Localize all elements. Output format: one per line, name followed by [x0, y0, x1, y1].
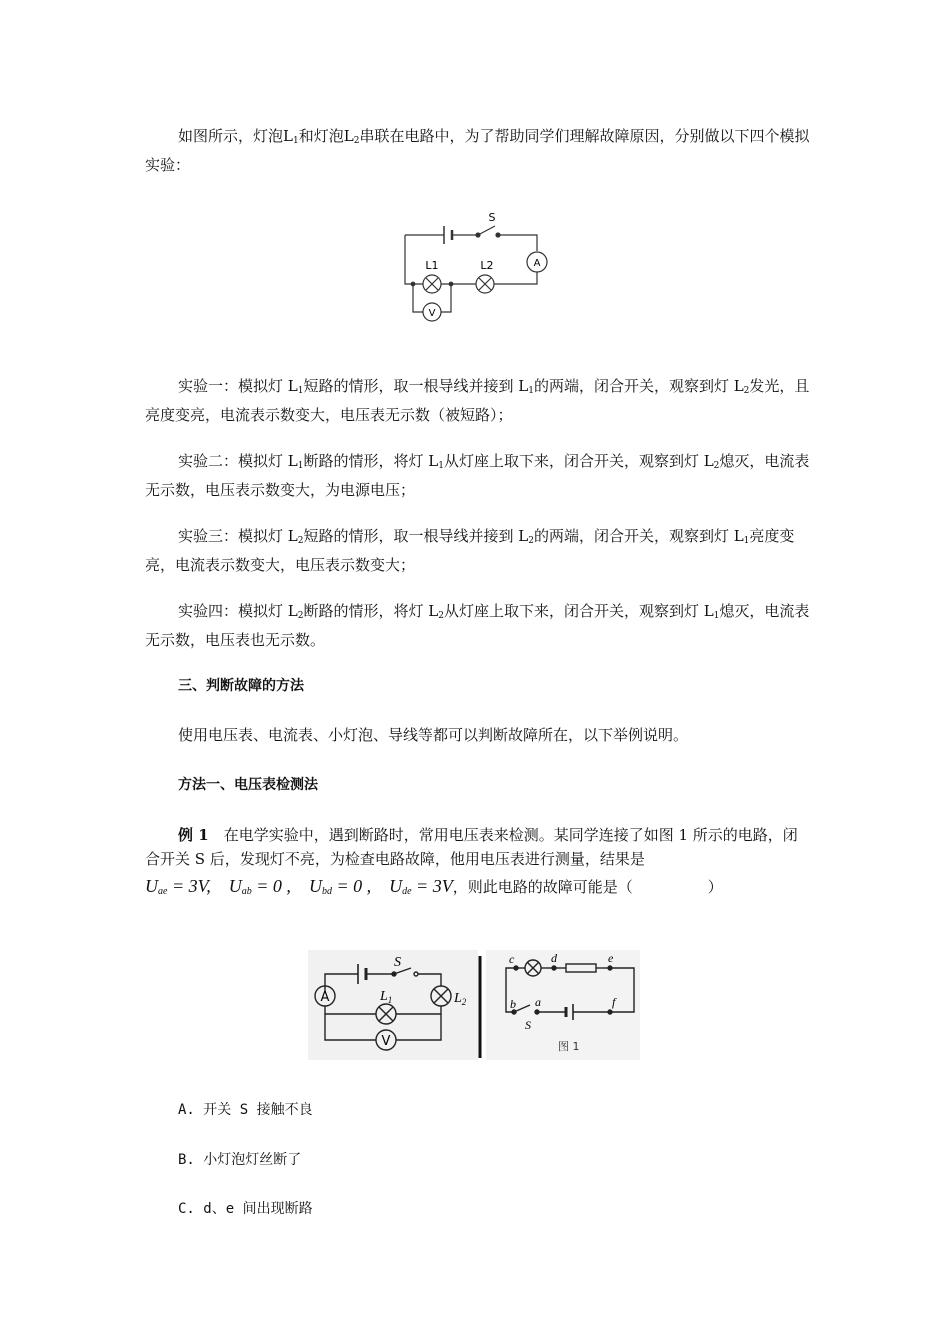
- section-heading: 三、判断故障的方法: [178, 678, 304, 694]
- figure-caption: 图 1: [558, 1040, 580, 1053]
- measurement-line: $U_{ae} = 3V$, $U_{ab} = 0$ , $U_{bd} = 0$ , $U_{de} = 3V$，则此电路的故障可能是（ ）: [145, 876, 723, 897]
- left-l1-label: $L_1$: [380, 989, 393, 1005]
- example-label: 例 1: [178, 826, 209, 844]
- figure-1-diagram: [308, 950, 640, 1060]
- right-s-label: S: [525, 1018, 531, 1032]
- ammeter-label: A: [533, 258, 541, 269]
- example-paragraph: 例 1 在电学实验中，遇到断路时，常用电压表来检测。某同学连接了如图 1 所示的电路，闭合开关 S 后，发现灯不亮，为检查电路故障，他用电压表进行测量，结果是: [145, 826, 798, 868]
- left-ammeter-label: A: [320, 990, 330, 1005]
- section-intro: 使用电压表、电流表、小灯泡、导线等都可以判断故障所在，以下举例说明。: [178, 726, 689, 744]
- right-d-label: d: [551, 951, 557, 965]
- method-heading: 方法一、电压表检测法: [178, 777, 318, 793]
- experiment-3: 实验三：模拟灯 $L_2$短路的情形，取一根导线并接到 $L_2$的两端，闭合开关，观察到灯 $L_1$亮度变亮，电流表示数变大，电压表示数变大；: [145, 527, 795, 574]
- right-c-label: c: [509, 952, 515, 966]
- series-circuit-diagram: [398, 206, 558, 326]
- option-b: B. 小灯泡灯丝断了: [178, 1152, 302, 1168]
- switch-label: S: [488, 211, 496, 224]
- left-switch-label: S: [394, 955, 401, 970]
- option-c: C. d、e 间出现断路: [178, 1201, 313, 1217]
- option-a: A. 开关 S 接触不良: [178, 1102, 313, 1118]
- right-a-label: a: [535, 995, 541, 1009]
- right-b-label: b: [510, 997, 516, 1011]
- experiment-1: 实验一：模拟灯 $L_1$短路的情形，取一根导线并接到 $L_1$的两端，闭合开关，观察到灯 $L_2$发光，且亮度变亮，电流表示数变大，电压表无示数（被短路）；: [145, 377, 810, 424]
- experiment-2: 实验二：模拟灯 $L_1$断路的情形，将灯 $L_1$从灯座上取下来，闭合开关，观察到灯 $L_2$熄灭，电流表无示数，电压表示数变大，为电源电压；: [145, 452, 810, 499]
- experiment-4: 实验四：模拟灯 $L_2$断路的情形，将灯 $L_2$从灯座上取下来，闭合开关，观察到灯 $L_1$熄灭，电流表无示数，电压表也无示数。: [145, 602, 810, 649]
- left-l2-label: $L_2$: [454, 991, 467, 1007]
- voltmeter-label: V: [428, 308, 436, 319]
- intro-paragraph: 如图所示，灯泡$L_1$和灯泡$L_2$串联在电路中，为了帮助同学们理解故障原因，分别做以下四个模拟实验：: [145, 127, 810, 174]
- left-voltmeter-label: V: [381, 1034, 391, 1049]
- lamp2-label: L2: [480, 259, 494, 272]
- right-f-label: f: [612, 995, 616, 1009]
- right-e-label: e: [608, 951, 614, 965]
- lamp1-label: L1: [425, 259, 439, 272]
